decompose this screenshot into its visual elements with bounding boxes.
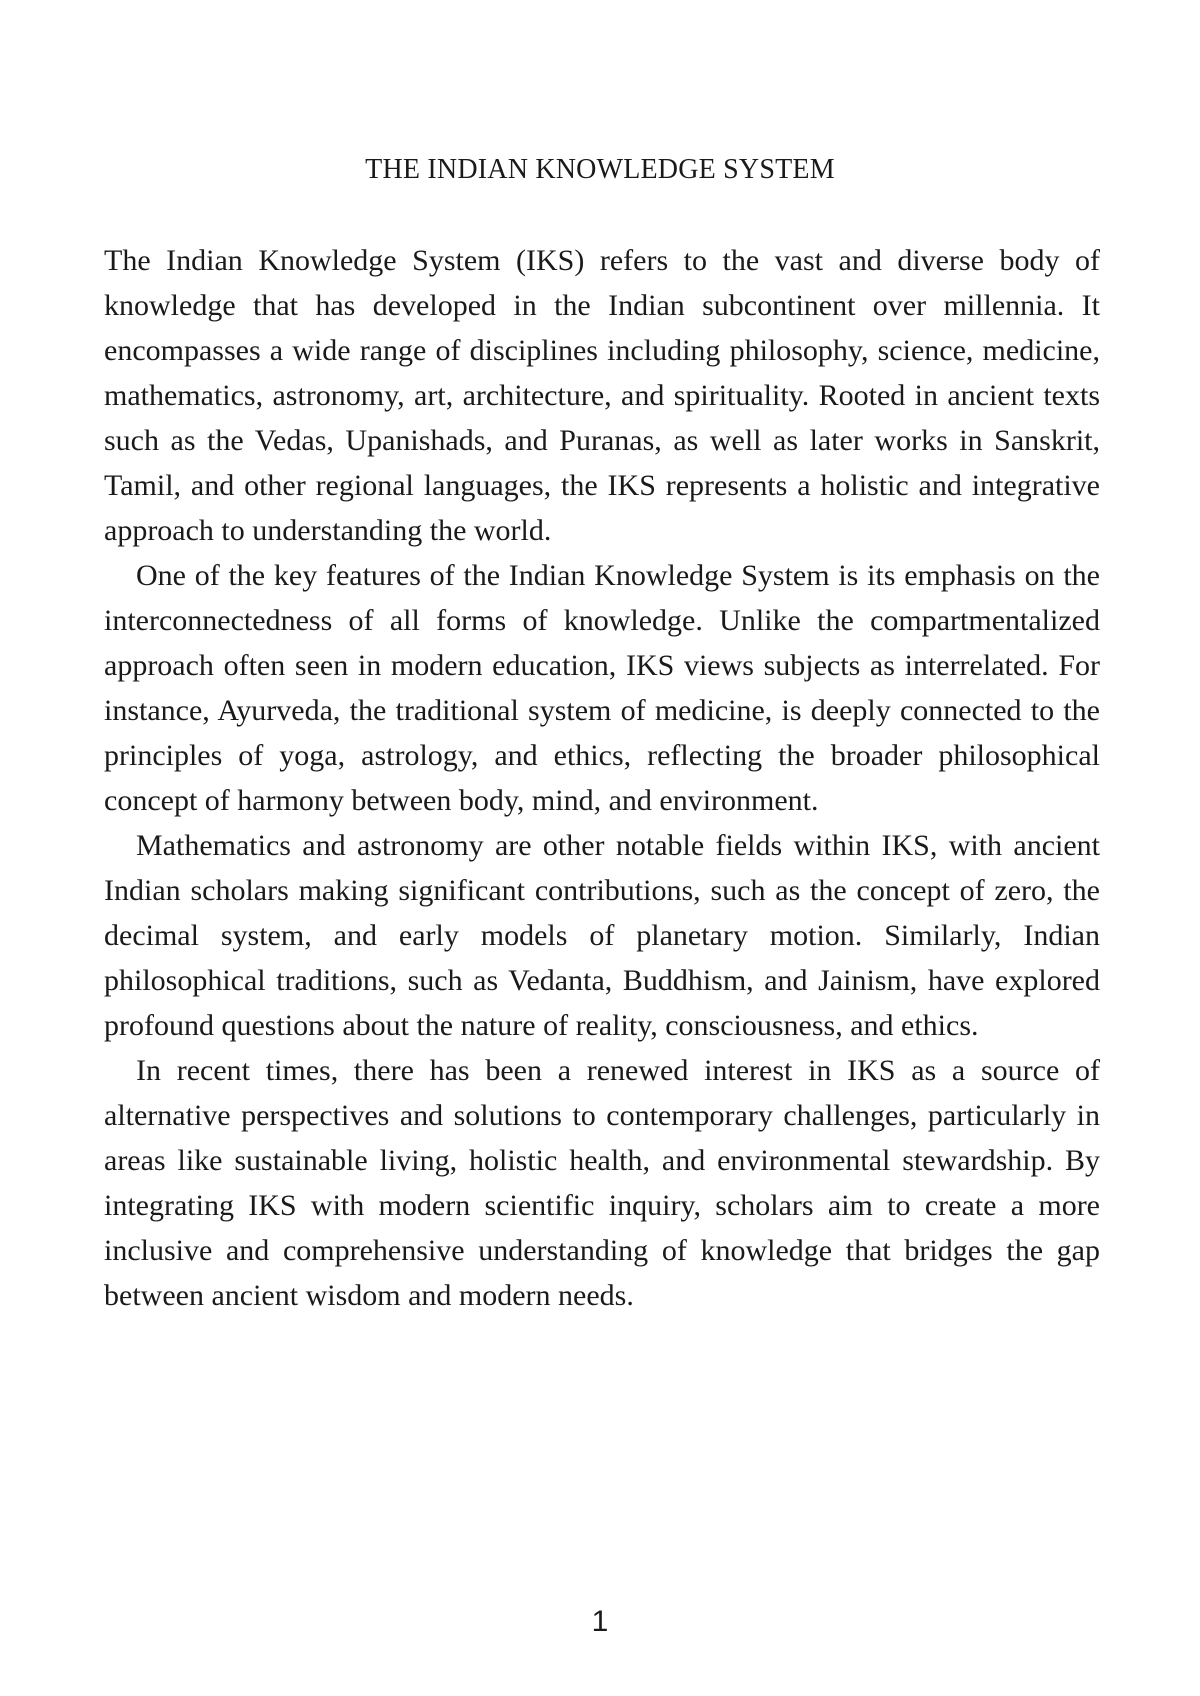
paragraph-interconnectedness: One of the key features of the Indian Knowledge System is its emphasis on the interconnectedness of all forms of knowledge. Unlike the compartmentalized approach often seen in modern education, IKS views subjects as interrelated. For instance, Ayurveda, the traditional system of medicine, is deeply connected to the principles of yoga, astrology, and ethics, reflecting the broader philosophical concept of harmony between body, mind, and environment. <box>104 559 1100 817</box>
page-title: THE INDIAN KNOWLEDGE SYSTEM <box>365 154 835 185</box>
body-text <box>104 238 1100 1318</box>
paragraph-recent-interest: In recent times, there has been a renewed interest in IKS as a source of alternative perspectives and solutions to contemporary challenges, particularly in areas like sustainable living, holistic health, and environmental stewardship. By integrating IKS with modern scientific inquiry, scholars aim to create a more inclusive and comprehensive understanding of knowledge that bridges the gap between ancient wisdom and modern needs. <box>104 1054 1100 1312</box>
page-number: 1 <box>591 1605 609 1638</box>
paragraph-mathematics-astronomy: Mathematics and astronomy are other notable fields within IKS, with ancient Indian scholars making significant contributions, such as the concept of zero, the decimal system, and early models of planetary motion. Similarly, Indian philosophical traditions, such as Vedanta, Buddhism, and Jainism, have explored profound questions about the nature of reality, consciousness, and ethics. <box>104 829 1100 1042</box>
paragraph-intro: The Indian Knowledge System (IKS) refers to the vast and diverse body of knowledge that has developed in the Indian subcontinent over millennia. It encompasses a wide range of disciplines including philosophy, science, medicine, mathematics, astronomy, art, architecture, and spirituality. Rooted in ancient texts such as the Vedas, Upanishads, and Puranas, as well as later works in Sanskrit, Tamil, and other regional languages, the IKS represents a holistic and integrative approach to understanding the world. <box>104 244 1100 547</box>
